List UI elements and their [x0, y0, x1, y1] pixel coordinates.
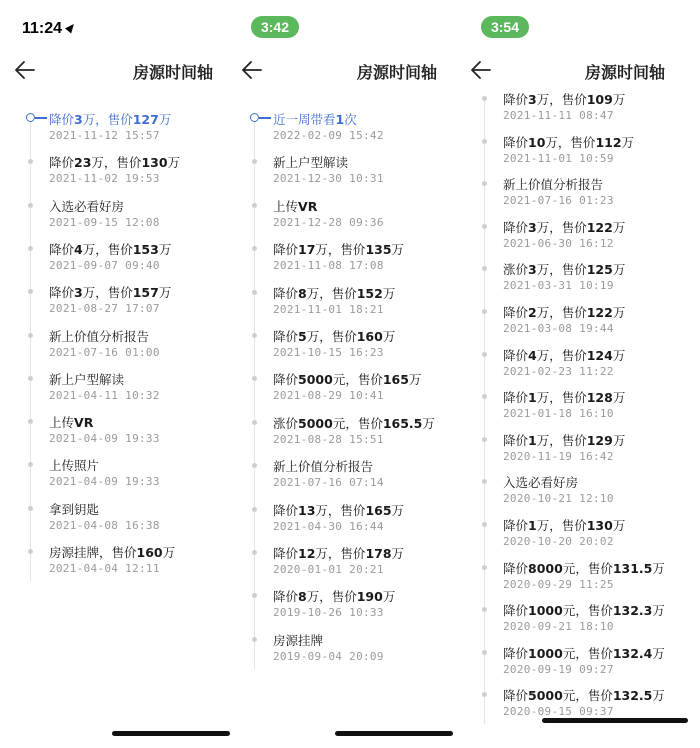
timeline-event-text: 房源挂牌 — [273, 632, 324, 648]
screenshot-panel-1 — [0, 0, 233, 748]
timeline-event-text: 降价3万，售价157万 — [49, 285, 172, 301]
screenshot-panel-2 — [233, 0, 466, 748]
timeline-node-icon — [252, 593, 257, 598]
status-bar-time: 11:24 — [22, 20, 75, 38]
timeline-timestamp: 2021-12-30 10:31 — [273, 172, 384, 186]
back-arrow-icon — [14, 60, 36, 80]
timeline-timestamp: 2022-02-09 15:42 — [273, 129, 384, 142]
timeline-node-icon — [252, 507, 257, 512]
timeline-node-icon — [482, 96, 487, 101]
timeline-event-text: 新上户型解读 — [49, 371, 125, 387]
timeline-event-text: 降价1000元，售价132.4万 — [503, 645, 665, 661]
timeline-event-text: 降价23万，售价130万 — [49, 155, 181, 171]
timeline-node-icon — [482, 224, 487, 229]
timeline-event-text: 降价1万，售价130万 — [503, 518, 626, 533]
timeline-event-text: 降价1万，售价129万 — [503, 432, 626, 448]
timeline-event-text: 涨价3万，售价125万 — [503, 262, 626, 278]
timeline-event-text: 涨价5000元，售价165.5万 — [273, 415, 435, 431]
timeline-timestamp: 2021-07-16 01:00 — [49, 345, 160, 359]
timeline-node-icon — [482, 394, 487, 399]
timeline-track — [254, 118, 255, 669]
timeline-event-text: 降价8万，售价152万 — [273, 285, 396, 301]
timeline-event-text: 新上户型解读 — [273, 155, 349, 171]
timeline-timestamp: 2021-04-08 16:38 — [49, 518, 160, 532]
timeline-event-text: 降价2万，售价122万 — [503, 305, 626, 320]
timeline-event-text: 近一周带看1次 — [273, 112, 357, 127]
timeline-event-text: 上传照片 — [49, 458, 100, 474]
timeline-timestamp: 2021-01-18 16:10 — [503, 407, 614, 421]
timeline-timestamp: 2021-11-12 15:57 — [49, 129, 160, 142]
timeline-node-icon — [482, 607, 487, 612]
page-title: 房源时间轴 — [133, 63, 214, 82]
timeline-timestamp: 2021-04-09 19:33 — [49, 432, 160, 446]
current-node-connector — [35, 117, 47, 119]
back-button[interactable] — [14, 60, 36, 80]
timeline-timestamp: 2020-09-15 09:37 — [503, 705, 614, 719]
timeline-node-icon — [252, 376, 257, 381]
timeline-event-text: 入选必看好房 — [503, 475, 579, 491]
timeline-timestamp: 2021-04-11 10:32 — [49, 388, 160, 402]
timeline-node-icon — [252, 550, 257, 555]
timeline-node-icon — [28, 462, 33, 467]
current-node-icon — [26, 113, 35, 122]
timeline-node-icon — [28, 246, 33, 251]
timeline-node-icon — [252, 203, 257, 208]
timeline-node-icon — [482, 650, 487, 655]
timeline-timestamp: 2021-06-30 16:12 — [503, 236, 614, 250]
home-indicator[interactable] — [335, 731, 453, 736]
timeline-timestamp: 2021-11-02 19:53 — [49, 172, 160, 186]
timeline-timestamp: 2021-04-30 16:44 — [273, 519, 384, 533]
timeline-event-text: 降价4万，售价153万 — [49, 241, 172, 257]
timeline-timestamp: 2020-09-19 09:27 — [503, 662, 614, 676]
timeline-timestamp: 2020-11-19 16:42 — [503, 449, 614, 463]
page-title: 房源时间轴 — [585, 63, 666, 82]
timeline-event-text: 上传VR — [273, 198, 318, 214]
screenshot-panel-3 — [466, 0, 700, 748]
timeline-event-text: 入选必看好房 — [49, 198, 125, 214]
timeline-event-text: 上传VR — [49, 415, 94, 431]
status-bar-time-pill: 3:54 — [481, 16, 529, 38]
timeline-timestamp: 2021-08-29 10:41 — [273, 389, 384, 403]
timeline-node-icon — [482, 352, 487, 357]
timeline-event-text: 降价3万，售价122万 — [503, 219, 626, 235]
timeline-event-text: 拿到钥匙 — [49, 501, 100, 517]
timeline-timestamp: 2021-11-08 17:08 — [273, 259, 384, 273]
timeline-node-icon — [252, 420, 257, 425]
timeline-node-icon — [28, 419, 33, 424]
timeline-node-icon — [482, 309, 487, 314]
timeline-node-icon — [252, 463, 257, 468]
status-bar-time-pill: 3:42 — [251, 16, 299, 38]
timeline-timestamp: 2021-08-27 17:07 — [49, 302, 160, 316]
timeline-node-icon — [482, 522, 487, 527]
timeline-event-text: 降价12万，售价178万 — [273, 546, 405, 561]
timeline-timestamp: 2021-09-07 09:40 — [49, 258, 160, 272]
timeline-event-text: 降价5000元，售价132.5万 — [503, 688, 665, 704]
timeline-event-text: 新上价值分析报告 — [503, 177, 604, 193]
timeline-timestamp: 2021-08-28 15:51 — [273, 432, 384, 446]
timeline-node-icon — [28, 203, 33, 208]
timeline-node-icon — [482, 479, 487, 484]
timeline-event-text: 降价3万，售价109万 — [503, 92, 626, 107]
timeline-timestamp: 2020-09-21 18:10 — [503, 620, 614, 634]
timeline-timestamp: 2021-04-09 19:33 — [49, 475, 160, 489]
home-indicator[interactable] — [112, 731, 230, 736]
timeline-timestamp: 2021-02-23 11:22 — [503, 364, 614, 378]
timeline-node-icon — [252, 333, 257, 338]
timeline-event-text: 房源挂牌，售价160万 — [49, 545, 176, 560]
timeline-event-text: 降价1万，售价128万 — [503, 390, 626, 406]
timeline-node-icon — [482, 692, 487, 697]
timeline-node-icon — [482, 266, 487, 271]
timeline-event-text: 新上价值分析报告 — [49, 328, 150, 344]
location-arrow-icon — [65, 21, 77, 33]
back-arrow-icon — [241, 60, 263, 80]
timeline-node-icon — [28, 159, 33, 164]
timeline-node-icon — [482, 139, 487, 144]
timeline-timestamp: 2021-11-01 10:59 — [503, 151, 614, 165]
timeline-timestamp: 2021-03-31 10:19 — [503, 279, 614, 293]
timeline-event-text: 降价5000元，售价165万 — [273, 372, 422, 388]
timeline-timestamp: 2019-10-26 10:33 — [273, 606, 384, 620]
timeline-timestamp: 2021-11-01 18:21 — [273, 302, 384, 316]
timeline-node-icon — [28, 333, 33, 338]
timeline-timestamp: 2021-04-04 12:11 — [49, 562, 160, 575]
timeline-event-text: 降价8万，售价190万 — [273, 589, 396, 605]
timeline-event-text: 降价4万，售价124万 — [503, 347, 626, 363]
timeline-timestamp: 2020-01-01 20:21 — [273, 563, 384, 576]
timeline-node-icon — [252, 159, 257, 164]
timeline-timestamp: 2021-07-16 01:23 — [503, 194, 614, 208]
home-indicator[interactable] — [542, 718, 688, 723]
timeline-track — [30, 118, 31, 581]
timeline-timestamp: 2020-10-21 12:10 — [503, 492, 614, 506]
timeline-node-icon — [28, 289, 33, 294]
timeline-event-text: 降价10万，售价112万 — [503, 134, 635, 150]
timeline-event-text: 降价5万，售价160万 — [273, 329, 396, 344]
timeline-timestamp: 2020-10-20 20:02 — [503, 535, 614, 548]
timeline-timestamp: 2021-10-15 16:23 — [273, 346, 384, 359]
timeline-track — [484, 98, 485, 724]
timeline-node-icon — [252, 290, 257, 295]
timeline-node-icon — [252, 246, 257, 251]
timeline-event-text: 降价1000元，售价132.3万 — [503, 603, 665, 619]
timeline-timestamp: 2020-09-29 11:25 — [503, 577, 614, 591]
timeline-event-text: 新上价值分析报告 — [273, 459, 374, 475]
timeline-node-icon — [482, 437, 487, 442]
current-node-connector — [259, 117, 271, 119]
timeline-timestamp: 2019-09-04 20:09 — [273, 649, 384, 663]
timeline-event-text: 降价17万，售价135万 — [273, 242, 405, 258]
page-title: 房源时间轴 — [357, 63, 438, 82]
timeline-event-text: 降价8000元，售价131.5万 — [503, 560, 665, 576]
back-button[interactable] — [241, 60, 263, 80]
current-node-icon — [250, 113, 259, 122]
timeline-event-text: 降价13万，售价165万 — [273, 502, 405, 518]
timeline-node-icon — [482, 565, 487, 570]
timeline-node-icon — [482, 181, 487, 186]
back-arrow-icon — [470, 60, 492, 80]
timeline-node-icon — [252, 637, 257, 642]
timeline-timestamp: 2021-12-28 09:36 — [273, 215, 384, 229]
timeline-node-icon — [28, 376, 33, 381]
timeline-timestamp: 2021-03-08 19:44 — [503, 322, 614, 335]
timeline-node-icon — [28, 506, 33, 511]
timeline-timestamp: 2021-09-15 12:08 — [49, 215, 160, 229]
timeline-timestamp: 2021-07-16 07:14 — [273, 476, 384, 490]
timeline-node-icon — [28, 549, 33, 554]
timeline-event-text: 降价3万，售价127万 — [49, 112, 172, 127]
timeline-timestamp: 2021-11-11 08:47 — [503, 109, 614, 122]
back-button[interactable] — [470, 60, 492, 80]
